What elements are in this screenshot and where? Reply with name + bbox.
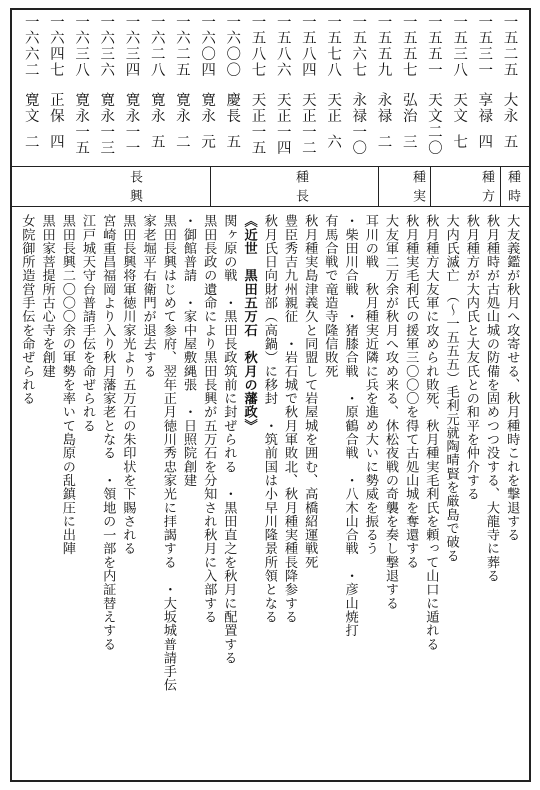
event-entry: 大内氏滅亡 （～一五五五）毛利元就陶晴賢を厳島で破る <box>443 214 459 563</box>
left-border <box>10 8 12 782</box>
chrono-year: 一五三八 <box>451 14 468 79</box>
chrono-era: 寛永 <box>173 92 190 125</box>
header-band-top-rule <box>10 166 530 167</box>
chrono-era: 寛永 <box>199 92 216 125</box>
event-entry: 秋月種実毛利氏の援軍三〇〇〇を得て古処山城を奪還する <box>403 214 419 569</box>
chrono-era: 天正一二 <box>299 92 316 157</box>
event-entry: 秋月氏日向財部（高鍋）に移封 ・筑前国は小早川隆景所領となる <box>261 214 277 624</box>
event-entry: 黒田長興はじめて参府、翌年正月徳川秀忠家光に拝謁する ・大坂城普請手伝 <box>160 214 176 692</box>
chrono-era-year: 七 <box>451 134 468 151</box>
event-entry: 宮崎重昌福岡より入り秋月藩家老となる ・領地の一部を内証替えする <box>100 214 116 651</box>
chrono-era: 寛文 <box>22 92 39 125</box>
event-entry: ・御館普請 ・家中屋敷縄張 ・日照院創建 <box>181 214 196 487</box>
event-entry: 秋月種実島津義久と同盟して岩屋城を囲む、高橋紹運戦死 <box>302 214 318 569</box>
chrono-year: 一五七八 <box>325 14 342 79</box>
chrono-era: 大永 <box>501 92 518 125</box>
chrono-year: 一六三六 <box>98 14 115 79</box>
event-entry: 関ヶ原の戦 ・黒田長政筑前に封ぜられる ・黒田直之を秋月に配置する <box>221 214 237 665</box>
chrono-era: 天正一四 <box>274 92 291 157</box>
chrono-era: 天正 <box>325 92 342 125</box>
chrono-year: 一六三四 <box>123 14 140 79</box>
header-tanetoki: 種時 <box>505 170 520 208</box>
chrono-era-year: 二 <box>375 134 392 151</box>
chrono-era-year: 二 <box>173 134 190 151</box>
chrono-era: 享禄 <box>476 92 493 125</box>
event-entry: 黒田家菩提所古心寺を創建 <box>39 214 55 378</box>
chrono-era: 寛永 <box>148 92 165 125</box>
event-entry: 秋月種方大友軍に攻められ敗死、秋月種実毛利氏を頼って山口に遁れる <box>423 214 439 651</box>
chrono-year: 一六六二 <box>22 14 39 79</box>
chrono-era-year: 五 <box>224 134 241 151</box>
event-entry: 有馬合戦で竜造寺隆信敗死 <box>322 214 338 378</box>
event-entry: 秋月種時が古処山城の防備を固めつつ没する、大龍寺に葬る <box>484 214 499 583</box>
event-entry: 黒田長興将軍徳川家光より五万石の朱印状を下賜される <box>120 214 136 556</box>
chrono-year: 一五五七 <box>400 14 417 79</box>
chrono-year: 一五二五 <box>501 14 518 79</box>
chrono-era: 永禄一〇 <box>350 92 367 157</box>
event-entry: 大友軍二万余が秋月へ攻め来る、休松夜戦の奇襲を奏し撃退する <box>383 214 398 610</box>
event-entry: ・柴田川合戦 ・猪膝合戦 ・原鶴合戦 ・八木山合戦 ・彦山焼打 <box>342 214 358 638</box>
chrono-year: 一五八四 <box>299 14 316 79</box>
header-divider-3 <box>378 166 379 206</box>
chrono-era-year: 六 <box>325 134 342 151</box>
chrono-era: 天文 <box>451 92 468 125</box>
header-tanezane: 種実 <box>410 170 425 208</box>
chrono-era: 慶長 <box>224 92 241 125</box>
header-tanenaga: 種長 <box>293 170 308 208</box>
event-entry: 秋月種方が大内氏と大友氏との和平を仲介する <box>463 214 479 501</box>
chrono-year: 一六二五 <box>173 14 190 79</box>
header-divider-1 <box>500 166 501 206</box>
chronology-page <box>10 8 530 782</box>
header-divider-4 <box>210 166 211 206</box>
chrono-era: 天正一五 <box>249 92 266 157</box>
chrono-era: 寛永一五 <box>73 92 90 157</box>
chrono-era-year: 五 <box>148 134 165 151</box>
chrono-year: 一六〇四 <box>199 14 216 79</box>
chrono-era: 天文二〇 <box>425 92 442 157</box>
chrono-year: 一五八七 <box>249 14 266 79</box>
chrono-year: 一六四七 <box>47 14 64 79</box>
chrono-year: 一五八六 <box>274 14 291 79</box>
right-border <box>529 8 531 782</box>
header-tanekata: 種方 <box>479 170 494 208</box>
chrono-era-year: 三 <box>400 134 417 151</box>
chrono-era: 弘治 <box>400 92 417 125</box>
chrono-year: 一五五一 <box>425 14 442 79</box>
chrono-era-year: 四 <box>47 134 64 151</box>
chrono-year: 一五五九 <box>375 14 392 79</box>
event-entry: 豊臣秀吉九州親征 ・岩石城で秋月軍敗北、秋月種実種長降参する <box>282 214 297 624</box>
chrono-year: 一六三八 <box>73 14 90 79</box>
chrono-era-year: 二 <box>22 134 39 151</box>
event-entry: 黒田長興二〇〇〇余の軍勢を率いて島原の乱鎮圧に出陣 <box>59 214 75 556</box>
event-entry: 大友義鑑が秋月へ攻寄せる、秋月種時これを撃退する <box>504 214 520 542</box>
chrono-era: 正保 <box>47 92 64 125</box>
event-entry: 黒田長政の遺命により黒田長興が五万石を分知され秋月に入部する <box>201 214 217 624</box>
chrono-era: 永禄 <box>375 92 392 125</box>
chrono-era: 寛永一三 <box>98 92 115 157</box>
chrono-year: 一五六七 <box>350 14 367 79</box>
top-border <box>10 8 530 10</box>
chrono-era-year: 四 <box>476 134 493 151</box>
event-entry: 女院御所造営手伝を命ぜられる <box>19 214 35 406</box>
header-band-bottom-rule <box>10 206 530 207</box>
bottom-border <box>10 780 530 782</box>
chrono-year: 一六〇〇 <box>224 14 241 79</box>
header-divider-2 <box>430 166 431 206</box>
period-heading: 《近世 黒田五万石 秋月の藩政》 <box>241 214 257 433</box>
chrono-year: 一六二八 <box>148 14 165 79</box>
chrono-era: 寛永一一 <box>123 92 140 157</box>
header-nagaoki: 長興 <box>127 170 142 208</box>
chrono-era-year: 五 <box>501 134 518 151</box>
event-entry: 耳川の戦 秋月種実近隣に兵を進め大いに勢威を振るう <box>362 214 378 556</box>
event-entry: 家老堀平右衛門が退去する <box>140 214 156 378</box>
chrono-year: 一五三一 <box>476 14 493 79</box>
event-entry: 江戸城天守台普請手伝を命ぜられる <box>80 214 95 433</box>
chrono-era-year: 元 <box>199 134 216 151</box>
